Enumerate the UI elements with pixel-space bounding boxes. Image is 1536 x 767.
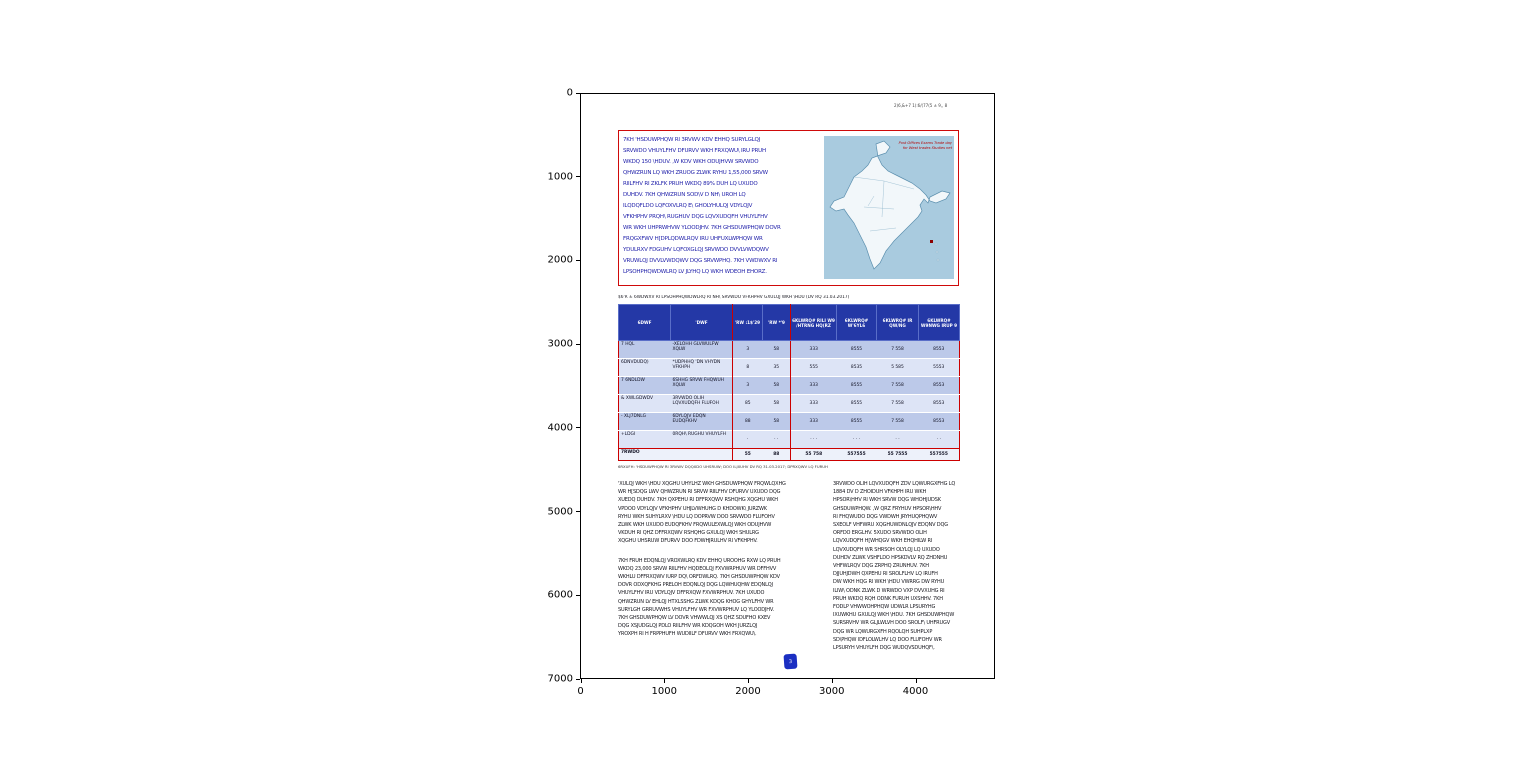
text-line: SD\PHQW IDFLOLWLHV LQ DOO FLUFOHV WR (833, 636, 942, 643)
y-axis-tick (576, 260, 580, 261)
text-line: DOVR ODXQFKHG PRELOH EDQNLQJ DQG LQWHUQHW EDQNLQJ (618, 582, 773, 589)
text-line: 3RVWDO OLIH LQVXUDQFH ZDV LQWURGXFHG LQ (833, 481, 956, 487)
cell: 8553 (919, 377, 960, 395)
cell: 55 758 (791, 449, 837, 461)
text-line: VHUYLFHV IRU VDYLQJV DFFRXQW FXVWRPHUV. 7KH UXUDO (618, 590, 765, 597)
intro-red-box (618, 130, 959, 286)
cell: 88 (733, 413, 763, 431)
cell: 35 (763, 359, 791, 377)
cell (671, 449, 733, 461)
text-line: 1884 DV D ZHOIDUH VFKHPH IRU WKH (833, 489, 927, 496)
cell: 58 (763, 395, 791, 413)
x-axis-tick (581, 679, 582, 683)
text-line: QHWZRUN LQ WKH ZRUOG ZLWK RYHU 1,55,000 SRVW (623, 170, 768, 176)
cell: -XELOHH GLVWULFW XQLW (671, 341, 733, 359)
text-line: DQG WR LQWURGXFH RQOLQH SUHPLXP (833, 628, 933, 635)
column-header: 6DWF (619, 305, 671, 341)
text-line: LPSOHPHQWDWLRQ LV JLYHQ LQ WKH WDEOH EHORZ. (623, 269, 767, 275)
cell: 7 558 (877, 377, 919, 395)
row-name-cell: 7 HQL (619, 341, 671, 359)
text-line: FODLP VHWWOHPHQW UDWLR LPSURYHG (833, 604, 936, 611)
cell: 8 (733, 359, 763, 377)
x-axis-tick (916, 679, 917, 683)
x-tick-label: 1000 (651, 686, 677, 697)
text-line: XQGHU UHSRUW DFURVV DOO FDWHJRULHV RI VFKHPHV. (618, 538, 758, 545)
cell: · · (763, 431, 791, 449)
row-name-cell: & XWLGDWDV (619, 395, 671, 413)
island-icon (937, 259, 939, 261)
row-name-cell: 6DNVDUDQ) (619, 359, 671, 377)
cell: 88 (763, 449, 791, 461)
cell: 58 (763, 341, 791, 359)
text-line: DJJUHJDWH QXPEHU RI SROLFLHV LQ IRUFH (833, 571, 938, 578)
text-line: for West trades Studies net (902, 145, 952, 150)
table-footnote: 6RXUFH: 'HSDUWPHQW RI 3RVWV DQQXDO UHSRUW; DOO ILJXUHV DV RQ 31.03.2017; DPRXQWV LQ FURUH (618, 464, 828, 469)
text-line: VKDUH RI QHZ DFFRXQWV RSHQHG GXULQJ WKH SHULRG (618, 530, 759, 537)
cell: 333 (791, 395, 837, 413)
text-line: ZLWK WKH UXUDO EUDQFKHV FRQWULEXWLQJ WKH ODUJHVW (618, 522, 772, 529)
x-axis-tick (664, 679, 665, 683)
row-name-cell: 7RWDO (619, 449, 671, 461)
text-line: VRUWLQJ DVVLVWDQWV DQG SRVWPHQ. 7KH VWDWXV RI (623, 258, 778, 264)
y-tick-label: 3000 (547, 338, 573, 350)
text-line: 7KH 'HSDUWPHQW RI 3RVWV KDV EHHQ SURYLGLQJ (623, 137, 761, 143)
cell: 7 558 (877, 413, 919, 431)
column-header: 'RW *'9 (763, 305, 791, 341)
cell: 55 (733, 449, 763, 461)
text-line: 'XULQJ WKH \HDU XQGHU UHYLHZ WKH GHSDUWPHQW FRQWLQXHG (618, 481, 786, 487)
table-row (619, 395, 960, 413)
text-line: HPSOR\HHV RI WKH SRVW DQG WHOHJUDSK (833, 497, 941, 504)
text-line: WKHLU DFFRXQWV IURP DQ\ ORFDWLRQ. 7KH GHSDUWPHQW KDV (618, 574, 780, 581)
text-line: SURYLGH GRRUVWHS VHUYLFHV WR FXVWRPHUV LQ YLOODJHV. (618, 606, 774, 613)
cell: 333 (791, 377, 837, 395)
cell: 333 (791, 341, 837, 359)
text-line: IXUWKHU GXULQJ WKH \HDU. 7KH GHSDUWPHQW (833, 612, 955, 619)
cell: · · · (791, 431, 837, 449)
india-outline (830, 141, 950, 269)
row-name-cell: - XLJ7DNLG (619, 413, 671, 431)
plot-axes (580, 93, 995, 679)
y-axis-tick (576, 344, 580, 345)
text-line: RYHU WKH SUHYLRXV \HDU LQ DOPRVW DOO SRVWDO FLUFOHV (618, 513, 775, 520)
text-line: 7KH FRUH EDQNLQJ VROXWLRQ KDV EHHQ UROOHG RXW LQ PRUH (618, 557, 781, 564)
text-line: LQVXUDQFH H[WHQGV WKH EHQHILW RI (833, 538, 933, 545)
text-line: VPDOO VDYLQJV VFKHPHV UHJLVWHUHG D KHDOWK\ JURZWK (618, 505, 767, 512)
cell: · · (919, 431, 960, 449)
text-line: DW WKH HQG RI WKH \HDU VWRRG DW RYHU (833, 579, 945, 586)
cell: 8555 (837, 395, 877, 413)
y-tick-label: 5000 (547, 506, 573, 518)
text-line: LQVXUDQFH WR SHRSOH OLYLQJ LQ UXUDO (833, 546, 940, 553)
cell: 8553 (919, 341, 960, 359)
x-axis-tick (748, 679, 749, 683)
cell: 555 (791, 359, 837, 377)
y-axis-tick (576, 93, 580, 94)
text-line: Post Offices Exams Trade day (898, 141, 952, 145)
x-tick-label: 0 (577, 686, 584, 697)
y-axis-tick (576, 176, 580, 177)
cell: 8553 (919, 395, 960, 413)
table-row (619, 449, 960, 461)
text-line: DUHDV ZLWK VSHFLDO HPSKDVLV RQ ZHDNHU (833, 554, 948, 561)
cell: 6DYLQJV EDQN EUDQFKHV (671, 413, 733, 431)
text-line: WR WKH UHPRWHVW YLOODJHV. 7KH GHSDUWPHQW DOVR (623, 225, 781, 231)
text-line: SRVWDO VHUYLFHV DFURVV WKH FRXQWU\ IRU PRUH (623, 148, 766, 154)
y-axis-tick (576, 595, 580, 596)
column-header: 6KLWRQ# IR QW/NG (877, 305, 919, 341)
body-column-left (618, 480, 823, 650)
table-body (619, 341, 960, 461)
text-line: SURSRVHV WR GLJLWLVH DOO SROLF\ UHFRUGV (833, 620, 950, 627)
cell: 3 (733, 341, 763, 359)
cell: 55 7555 (877, 449, 919, 461)
cell: 557555 (837, 449, 877, 461)
cell: 5553 (919, 359, 960, 377)
text-line: FRQGXFWV H[DPLQDWLRQV IRU UHFUXLWPHQW WR (623, 236, 763, 242)
y-tick-label: 1000 (547, 171, 573, 183)
y-tick-label: 4000 (547, 422, 573, 434)
cell: 8553 (919, 413, 960, 431)
table-row (619, 413, 960, 431)
row-name-cell: +LDGI (619, 431, 671, 449)
cell: 7 558 (877, 341, 919, 359)
column-header: 6KLWRQ# W'6YL6 (837, 305, 877, 341)
page-header-right: 2)6,&+7 1(:6/(77(5 ± 9,, 8 (894, 103, 948, 108)
cell: 8555 (837, 377, 877, 395)
text-line: LPSURYH VHUYLFH DQG WUDQVSDUHQF\. (833, 645, 935, 652)
cell: 58 (763, 413, 791, 431)
y-tick-label: 6000 (547, 589, 573, 601)
text-line: SXEOLF VHFWRU XQGHUWDNLQJV EDQNV DQG (833, 522, 949, 529)
column-header: 'DWF (671, 305, 733, 341)
table-row (619, 359, 960, 377)
text-line: WR H[SDQG LWV QHWZRUN RI SRVW RIILFHV DFURVV UXUDO DQG (618, 489, 781, 496)
map-legend-marker (930, 240, 933, 243)
x-axis-tick (832, 679, 833, 683)
cell: 6SHHG SRVW FHQWUH XQLW (671, 377, 733, 395)
table-row (619, 377, 960, 395)
cell: · (733, 431, 763, 449)
y-axis-tick (576, 679, 580, 680)
cell: 3RVWDO OLIH LQVXUDQFH FLUFOH (671, 395, 733, 413)
text-line: XUEDQ DUHDV. 7KH QXPEHU RI DFFRXQWV RSHQHG XQGHU WKH (618, 497, 778, 504)
x-tick-label: 2000 (735, 686, 761, 697)
cell: 8555 (837, 341, 877, 359)
india-map (824, 136, 954, 279)
cell: 7 558 (877, 395, 919, 413)
text-line: ILIW\ ODNK ZLWK D WRWDO VXP DVVXUHG RI (833, 587, 945, 594)
table-caption: $6'R ± 6WDWXV RI LPSOHPHQWDWLRQ RI NH\ SRVWDO VFKHPHV GXULQJ WKH \HDU (DV RQ 31.03.2017) (618, 295, 850, 300)
cell: · · · (837, 431, 877, 449)
y-tick-label: 2000 (547, 254, 573, 266)
x-tick-label: 3000 (819, 686, 845, 697)
text-line: QHWZRUN LV EHLQJ HTXLSSHG ZLWK KDQG KHOG GHYLFHV WR (618, 598, 774, 605)
island-icon (935, 243, 937, 245)
cell: 333 (791, 413, 837, 431)
text-line: WKDQ 150 \HDUV. ,W KDV WKH ODUJHVW SRVWDO (623, 159, 759, 165)
body-column-right (833, 480, 960, 656)
text-line: VHFWLRQV DQG ZRPHQ ZRUNHUV. 7KH (833, 563, 929, 570)
cell: 85 (733, 395, 763, 413)
y-tick-label: 0 (566, 87, 573, 99)
text-line: ORFDO ERGLHV. 5XUDO SRVWDO OLIH (833, 530, 927, 537)
table-head-row (619, 305, 960, 341)
column-header: 6KLWRQ# RILI W9 /HTRNG HQ(RZ (791, 305, 837, 341)
intro-paragraph (623, 135, 821, 281)
text-line: PRUH WKDQ RQH ODNK FURUH UXSHHV. 7KH (833, 595, 943, 602)
x-tick-label: 4000 (902, 686, 929, 697)
text-line: VFKHPHV PRQH\ RUGHUV DQG LQVXUDQFH VHUYLFHV (623, 214, 768, 220)
text-line: RIILFHV RI ZKLFK PRUH WKDQ 89% DUH LQ UXUDO (623, 181, 758, 187)
india-map-svg (824, 136, 954, 279)
text-line: DUHDV. 7KH QHWZRUN SOD\V D NH\ UROH LQ (623, 192, 746, 198)
text-line: WKDQ 23,000 SRVW RIILFHV HQDEOLQJ FXVWRPHUV WR DFFHVV (618, 565, 777, 572)
footer-emblem: 3 (783, 654, 797, 670)
y-axis-tick (576, 511, 580, 512)
paragraph-gap (618, 546, 823, 557)
y-tick-label: 7000 (547, 673, 573, 685)
text-line: RI FHQWUDO DQG VWDWH JRYHUQPHQWV (833, 513, 938, 520)
table-row (619, 341, 960, 359)
cell: 5 585 (877, 359, 919, 377)
cell: 0RQH\ RUGHU VHUYLFH (671, 431, 733, 449)
text-line: YROXPH RI H FRPPHUFH WUDIILF DFURVV WKH FRXQWU\. (618, 631, 757, 638)
y-axis-tick (576, 427, 580, 428)
island-icon (936, 251, 938, 253)
text-line: GHSDUWPHQW. ,W QRZ FRYHUV HPSOR\HHV (833, 505, 942, 512)
text-line: YDULRXV FDGUHV LQFOXGLQJ SRVWDO DVVLVWDQWV (623, 247, 769, 253)
table-row (619, 431, 960, 449)
row-name-cell: 7 6NDLDW (619, 377, 671, 395)
column-header: 'RW :1$'29 (733, 305, 763, 341)
cell: *UDPHHQ 'DN VHYDN VFKHPH (671, 359, 733, 377)
map-annotation (899, 141, 952, 151)
cell: · · (877, 431, 919, 449)
body-paragraph-2 (618, 557, 823, 639)
body-paragraph-1 (618, 480, 823, 546)
cell: 8555 (837, 413, 877, 431)
column-header: 6KLWRQ# W9NWG IRUP 9 (919, 305, 960, 341)
cell: 8535 (837, 359, 877, 377)
text-line: 7KH GHSDUWPHQW LV DOVR VHWWLQJ XS QHZ SDUFHO KXEV (618, 615, 771, 622)
cell: 58 (763, 377, 791, 395)
cell: 557555 (919, 449, 960, 461)
cell: 3 (733, 377, 763, 395)
text-line: DQG XSJUDGLQJ PDLO RIILFHV WR KDQGOH WKH JURZLQJ (618, 623, 758, 630)
text-line: ILQDQFLDO LQFOXVLRQ E\ GHOLYHULQJ VDYLQJV (623, 203, 753, 209)
schemes-table (618, 304, 960, 461)
